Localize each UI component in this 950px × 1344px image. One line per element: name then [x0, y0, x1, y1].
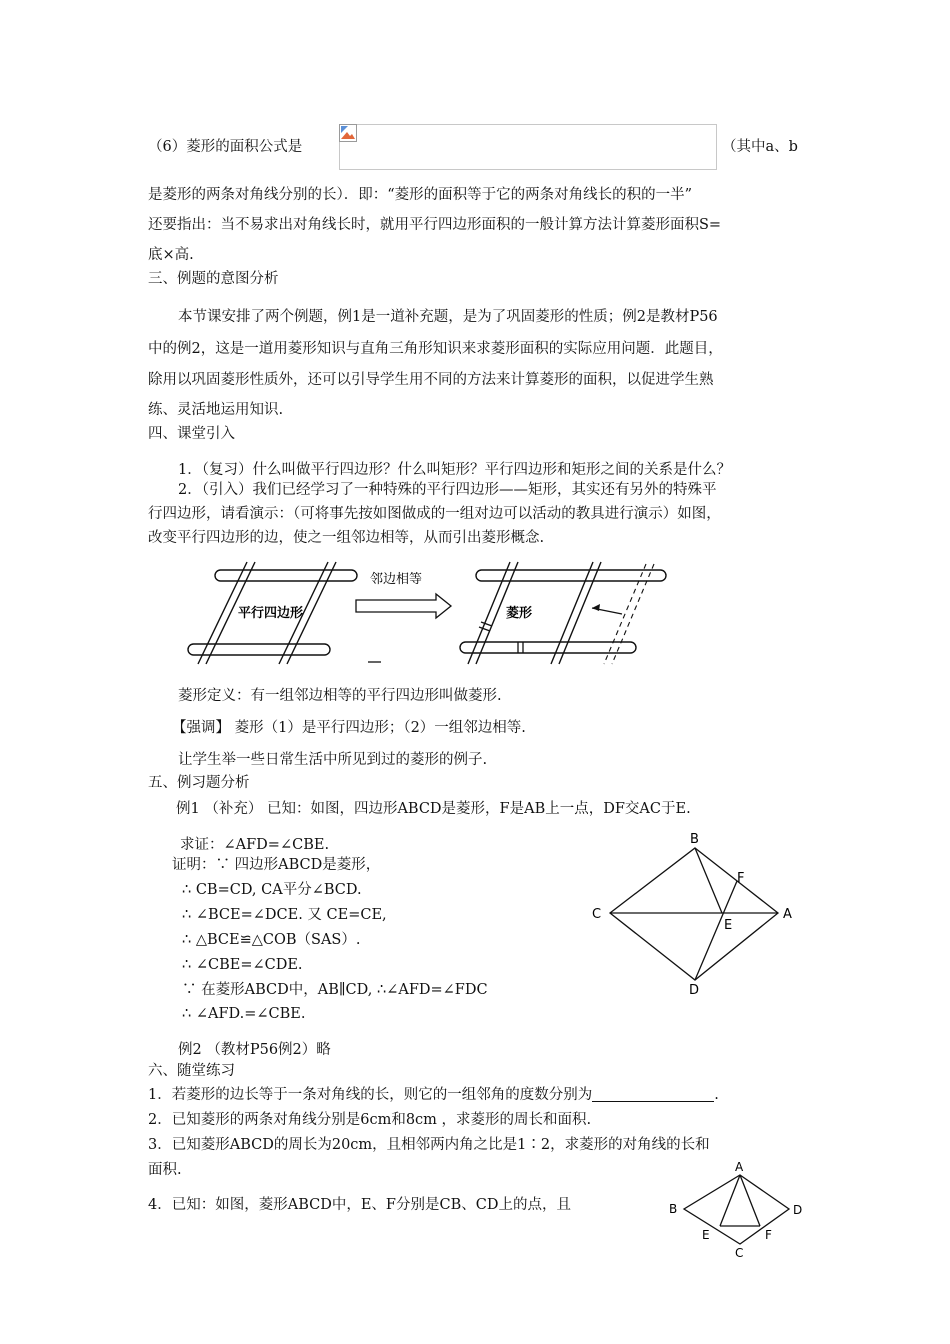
exercise-3-continued: 面积. [148, 1162, 182, 1178]
vertex-label-a: A [735, 1160, 744, 1174]
exercise-2: 2．已知菱形的两条对角线分别是6cm和8cm ，求菱形的周长和面积. [148, 1112, 592, 1128]
exercise-1-text: 1．若菱形的边长等于一条对角线的长，则它的一组邻角的度数分别为 [148, 1087, 593, 1103]
rhombus-demo-figure [180, 556, 680, 672]
paragraph-line: 行四边形，请看演示：（可将事先按如图做成的一组对边可以活动的教具进行演示）如图， [148, 506, 721, 522]
section-title: 五、例习题分析 [148, 775, 250, 791]
example2-line: 例2 （教材P56例2）略 [178, 1042, 331, 1058]
exercise-1-period: . [714, 1087, 719, 1103]
exercise-1 [148, 1085, 719, 1105]
point-label-e: E [702, 1228, 710, 1242]
proof-line: ∴ CB=CD, CA平分∠BCD. [182, 882, 362, 898]
point-label-f: F [737, 871, 745, 886]
area-formula-suffix: （其中a、b [722, 139, 798, 155]
paragraph-line: 是菱形的两条对角线分别的长）．即：“菱形的面积等于它的两条对角线长的积的一半” [148, 187, 693, 203]
paragraph-line: 中的例2，这是一道用菱形知识与直角三角形知识来求菱形面积的实际应用问题．此题目， [148, 341, 723, 357]
proof-line: ∴ ∠CBE=∠CDE. [182, 957, 303, 973]
paragraph-line: 1．（复习）什么叫做平行四边形？什么叫矩形？平行四边形和矩形之间的关系是什么？ [178, 462, 731, 478]
proof-line: 证明：∵ 四边形ABCD是菱形， [172, 857, 381, 873]
proof-line: ∴ △BCE≌△COB（SAS）. [182, 932, 361, 948]
vertex-label-b: B [690, 832, 699, 847]
rod-bottom-left [188, 644, 330, 655]
vertex-label-b: B [669, 1202, 678, 1216]
section-title: 三、例题的意图分析 [148, 271, 279, 287]
paragraph-line: 2．（引入）我们已经学习了一种特殊的平行四边形——矩形，其实还有另外的特殊平 [178, 482, 717, 498]
vertex-label-a: A [783, 907, 792, 922]
vertex-label-d: D [793, 1203, 803, 1217]
paragraph-line: 让学生举一些日常生活中所见到过的菱形的例子. [178, 752, 488, 768]
paragraph-line: 本节课安排了两个例题，例1是一道补充题，是为了巩固菱形的性质；例2是教材P56 [178, 309, 718, 325]
section-title: 四、课堂引入 [148, 426, 235, 442]
vertex-label-c: C [592, 907, 602, 922]
vertex-label-c: C [735, 1246, 744, 1258]
point-label-e: E [724, 918, 733, 933]
vertex-label-d: D [689, 983, 700, 995]
broken-image-icon [339, 124, 357, 142]
paragraph-line: 练、灵活地运用知识. [148, 402, 284, 418]
exercise-4: 4．已知：如图，菱形ABCD中，E、F分别是CB、CD上的点，且 [148, 1197, 571, 1213]
rhombus-aef-figure [662, 1158, 812, 1258]
proof-line: ∴ ∠BCE=∠DCE. 又 CE=CE, [182, 907, 387, 923]
area-formula-prefix: （6）菱形的面积公式是 [148, 139, 303, 155]
proof-line: ∴ ∠AFD.=∠CBE. [182, 1006, 306, 1022]
emphasis-line: 【强调】 菱形（1）是平行四边形；（2）一组邻边相等. [172, 720, 526, 736]
adjacent-sides-equal-label: 邻边相等 [370, 572, 423, 587]
proof-goal: 求证：∠AFD=∠CBE. [180, 837, 330, 853]
proof-line: ∵ 在菱形ABCD中，AB∥CD, ∴∠AFD=∠FDC [182, 982, 488, 998]
paragraph-line: 除用以巩固菱形性质外，还可以引导学生用不同的方法来计算菱形的面积，以促进学生熟 [148, 372, 714, 388]
paragraph-line: 底×高. [148, 247, 194, 263]
point-label-f: F [765, 1228, 772, 1242]
parallelogram-label: 平行四边形 [238, 606, 304, 621]
example1-statement: 例1 （补充） 已知：如图，四边形ABCD是菱形，F是AB上一点，DF交AC于E. [176, 801, 691, 817]
exercise-3: 3．已知菱形ABCD的周长为20cm，且相邻两内角之比是1∶2，求菱形的对角线的长和 [148, 1137, 710, 1153]
paragraph-line: 改变平行四边形的边，使之一组邻边相等，从而引出菱形概念. [148, 530, 545, 546]
answer-blank [592, 1087, 714, 1102]
formula-image-placeholder [339, 124, 717, 170]
rhombus-abcd-figure [580, 830, 800, 995]
definition-line: 菱形定义：有一组邻边相等的平行四边形叫做菱形. [178, 688, 502, 704]
rhombus-label: 菱形 [506, 606, 533, 621]
rod-top-left [215, 570, 357, 581]
paragraph-line: 还要指出：当不易求出对角线长时，就用平行四边形面积的一般计算方法计算菱形面积S= [148, 217, 722, 233]
section-title: 六、随堂练习 [148, 1063, 235, 1079]
